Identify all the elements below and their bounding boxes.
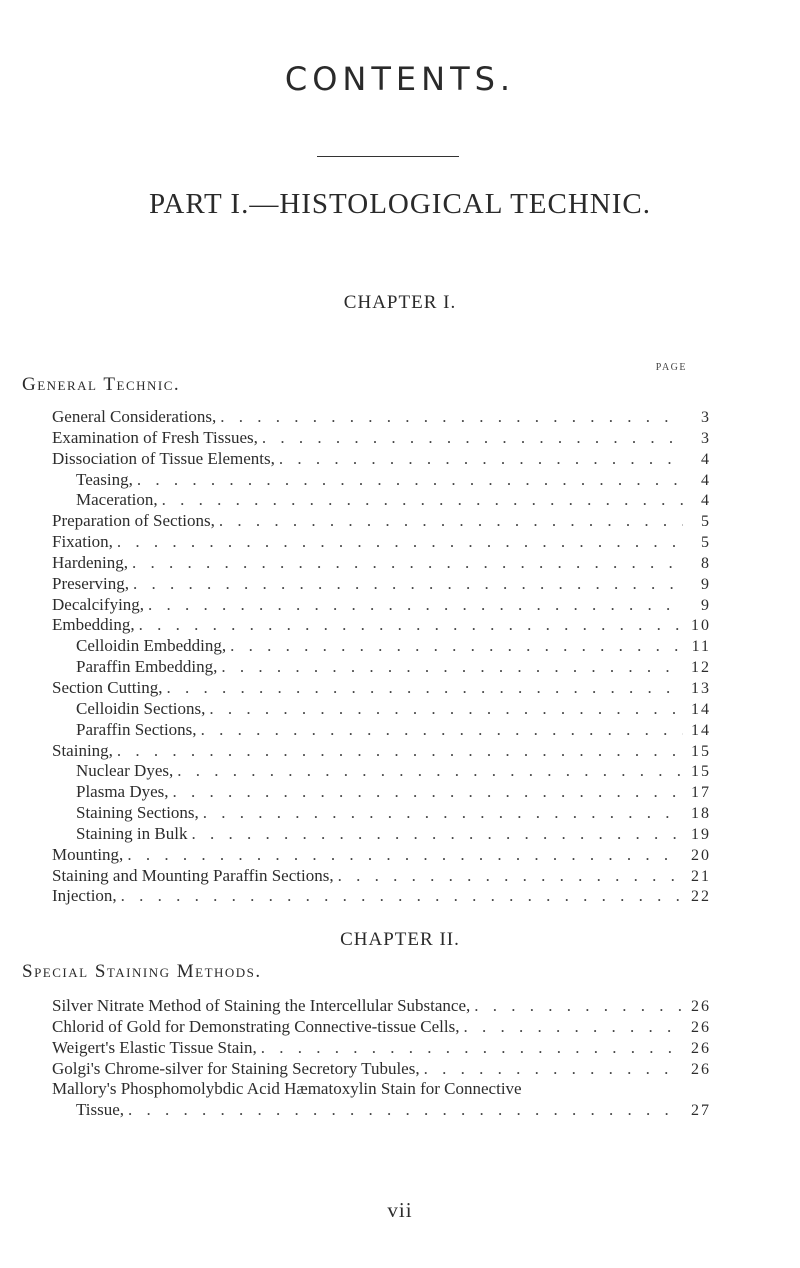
toc-entry-title: Celloidin Sections, <box>76 698 206 718</box>
toc-page-number: 22 <box>691 888 711 906</box>
toc-entry <box>52 678 711 699</box>
dot-leader <box>279 449 683 470</box>
toc-page-number: 26 <box>691 1060 711 1078</box>
dot-leader <box>127 845 683 866</box>
toc-entry <box>52 1079 711 1100</box>
toc-entry-title: Weigert's Elastic Tissue Stain, <box>52 1037 257 1057</box>
section-heading-general-technic: General Technic. <box>22 374 181 395</box>
dot-leader <box>220 407 683 428</box>
section-heading-special-staining: Special Staining Methods. <box>22 961 262 982</box>
toc-entry-title: Hardening, <box>52 552 129 572</box>
toc-page-number: 9 <box>701 575 711 593</box>
dot-leader <box>230 636 683 657</box>
toc-page-number: 15 <box>691 763 711 781</box>
toc-entry <box>52 511 711 532</box>
toc-entry <box>52 782 711 803</box>
dot-leader <box>128 1100 683 1121</box>
toc-entry-title: Mallory's Phosphomolybdic Acid Hæmatoxylin Stain for Connective <box>52 1079 522 1099</box>
toc-entry-title: Celloidin Embedding, <box>76 636 227 656</box>
toc-entry-title: Staining, <box>52 740 113 760</box>
toc-page-number: 4 <box>701 450 711 468</box>
dot-leader <box>132 553 683 574</box>
dot-leader <box>191 824 683 845</box>
toc-entry-title: Examination of Fresh Tissues, <box>52 427 258 447</box>
dot-leader <box>221 657 683 678</box>
toc-page-number: 18 <box>691 805 711 823</box>
toc-entry-title: Paraffin Sections, <box>76 719 197 739</box>
toc-entry-title: Staining in Bulk <box>76 823 188 843</box>
dot-leader <box>137 470 683 491</box>
dot-leader <box>167 678 684 699</box>
dot-leader <box>117 741 683 762</box>
toc-entry <box>52 886 711 907</box>
toc-entry <box>52 845 711 866</box>
dot-leader <box>139 615 683 636</box>
chapter-2-title: CHAPTER II. <box>340 929 460 950</box>
toc-entry-title: Golgi's Chrome-silver for Staining Secretory Tubules, <box>52 1058 420 1078</box>
toc-page-number: 15 <box>691 742 711 760</box>
toc-entry-title: Preserving, <box>52 573 129 593</box>
toc-page-number: 26 <box>691 1018 711 1036</box>
toc-entry <box>52 866 711 887</box>
toc-entry-title: Plasma Dyes, <box>76 782 169 802</box>
toc-entry-title: Teasing, <box>76 469 133 489</box>
dot-leader <box>262 428 683 449</box>
toc-page-number: 26 <box>691 1039 711 1057</box>
toc-entry <box>52 470 711 491</box>
toc-entry <box>52 803 711 824</box>
toc-entry <box>52 1038 711 1059</box>
chapter-2-entries <box>52 996 711 1121</box>
dot-leader <box>474 996 683 1017</box>
toc-entry <box>52 824 711 845</box>
toc-entry-title: Paraffin Embedding, <box>76 657 218 677</box>
toc-entry-title: General Considerations, <box>52 407 217 426</box>
toc-entry <box>52 657 711 678</box>
page-column-label: PAGE <box>655 362 687 373</box>
toc-entry <box>52 595 711 616</box>
toc-entry-title: Dissociation of Tissue Elements, <box>52 448 275 468</box>
toc-page-number: 21 <box>691 867 711 885</box>
part-title: PART I.—HISTOLOGICAL TECHNIC. <box>148 188 652 220</box>
toc-entry <box>52 996 711 1017</box>
toc-entry-title: Injection, <box>52 886 117 906</box>
toc-page-number: 17 <box>691 784 711 802</box>
toc-entry-title: Fixation, <box>52 532 113 552</box>
toc-page-number: 26 <box>691 998 711 1015</box>
toc-page-number: 5 <box>701 534 711 552</box>
toc-page-number: 10 <box>691 617 711 635</box>
toc-entry <box>52 761 711 782</box>
toc-entry <box>52 636 711 657</box>
dot-leader <box>463 1017 683 1038</box>
toc-page-number: 4 <box>701 471 711 489</box>
dot-leader <box>117 532 683 553</box>
toc-page-number: 12 <box>691 659 711 677</box>
toc-entry <box>52 741 711 762</box>
toc-entry <box>52 532 711 553</box>
dot-leader <box>173 782 683 803</box>
chapter-1-entries <box>52 407 711 907</box>
toc-page-number: 14 <box>691 700 711 718</box>
toc-entry-title: Section Cutting, <box>52 677 163 697</box>
toc-page-number: 4 <box>701 492 711 510</box>
toc-page-number: 11 <box>691 638 711 656</box>
toc-page-number: 3 <box>701 429 711 447</box>
dot-leader <box>162 490 683 511</box>
dot-leader <box>201 720 683 741</box>
toc-entry-title: Staining and Mounting Paraffin Sections, <box>52 865 334 885</box>
toc-entry-title: Nuclear Dyes, <box>76 761 174 781</box>
toc-entry <box>52 1017 711 1038</box>
toc-entry-title: Embedding, <box>52 615 135 635</box>
toc-entry-title: Tissue, <box>76 1100 125 1120</box>
dot-leader <box>121 886 683 907</box>
toc-entry-title: Chlorid of Gold for Demonstrating Connective-tissue Cells, <box>52 1016 460 1036</box>
dot-leader <box>261 1038 683 1059</box>
toc-entry-title: Staining Sections, <box>76 803 199 823</box>
toc-entry-title: Preparation of Sections, <box>52 511 215 531</box>
toc-entry-title: Decalcifying, <box>52 594 145 614</box>
dot-leader <box>133 574 683 595</box>
dot-leader <box>148 595 683 616</box>
toc-entry <box>52 407 711 428</box>
toc-entry <box>52 615 711 636</box>
toc-entry-title: Mounting, <box>52 844 124 864</box>
toc-page-number: 9 <box>701 596 711 614</box>
toc-entry <box>52 449 711 470</box>
chapter-1-title: CHAPTER I. <box>343 292 457 313</box>
toc-entry-title: Maceration, <box>76 490 158 510</box>
toc-entry <box>52 428 711 449</box>
dot-leader <box>177 761 683 782</box>
toc-entry <box>52 553 711 574</box>
toc-entry <box>52 490 711 511</box>
dot-leader <box>338 866 683 887</box>
dot-leader <box>203 803 683 824</box>
toc-page-number: 8 <box>701 554 711 572</box>
toc-page-number: 14 <box>691 721 711 739</box>
toc-page-number: 19 <box>691 825 711 843</box>
page-folio: vii <box>387 1198 413 1222</box>
toc-entry <box>52 699 711 720</box>
toc-entry-title: Silver Nitrate Method of Staining the Intercellular Substance, <box>52 996 471 1015</box>
toc-entry <box>52 1100 711 1121</box>
dot-leader <box>424 1059 683 1080</box>
title-rule <box>317 156 459 157</box>
toc-page-number: 20 <box>691 846 711 864</box>
dot-leader <box>209 699 683 720</box>
toc-entry <box>52 1059 711 1080</box>
page-title: CONTENTS. <box>284 60 516 98</box>
toc-page-number: 3 <box>701 409 711 426</box>
toc-page-number: 27 <box>691 1102 711 1120</box>
toc-page-number: 5 <box>701 513 711 531</box>
toc-entry <box>52 574 711 595</box>
toc-entry <box>52 720 711 741</box>
toc-page-number: 13 <box>691 679 711 697</box>
dot-leader <box>219 511 683 532</box>
